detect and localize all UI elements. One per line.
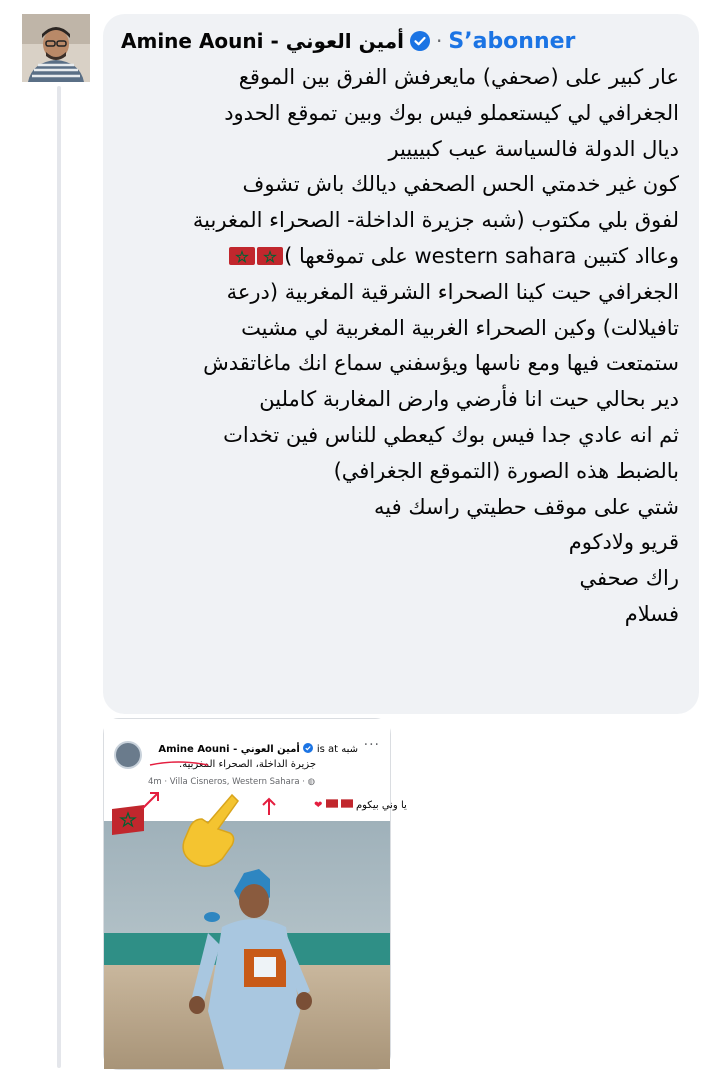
comment-line: الجغرافي حيت كينا الصحراء الشرقية المغربية (درعة	[226, 279, 679, 304]
caption-text: يا وني بيكوم	[355, 800, 407, 811]
comment-line: الجغرافي لي كيستعملو فيس بوك وبين تموقع الحدود	[224, 100, 679, 125]
comment-line: ديال الدولة فالسياسة عيب كبيييير	[388, 136, 679, 161]
separator-dot: ·	[436, 29, 443, 53]
closing-paren: )	[284, 243, 293, 268]
screenshot-is-at: is at شبه	[316, 744, 358, 755]
verified-badge-icon	[410, 31, 430, 51]
comment-line: قريو ولادكوم	[568, 530, 679, 555]
comment-line: دير بحالي حيت انا فأرضي وارض المغاربة كاملين	[259, 387, 679, 412]
comment-text	[119, 60, 679, 633]
thread-line	[57, 86, 61, 1068]
comment-line: ستمتعت فيها ومع ناسها ويؤسفني سماع انك ماغاتقدش	[203, 351, 679, 376]
more-options-icon: ···	[363, 737, 380, 753]
screenshot-author: Amine Aouni - أمين العوني	[158, 744, 300, 755]
morocco-flag-icon	[257, 247, 283, 265]
screenshot-caption	[314, 799, 407, 811]
screenshot-meta-text: 4m · Villa Cisneros, Western Sahara ·	[148, 777, 308, 787]
comment-line: راك صحفي	[579, 566, 679, 591]
subscribe-link[interactable]: S’abonner	[448, 28, 576, 54]
comment-line: شتي على موقف حطيتي راسك فيه	[374, 494, 679, 519]
screenshot-photo	[104, 821, 390, 1069]
pointing-hand-emoji	[174, 789, 240, 873]
arrow-annotation	[259, 795, 279, 817]
morocco-flag-icon	[229, 247, 255, 265]
red-underline-annotation	[148, 757, 210, 769]
comment-bubble	[103, 14, 699, 714]
arrow-annotation	[138, 789, 164, 813]
author-avatar[interactable]	[22, 14, 90, 82]
screenshot-meta	[148, 777, 315, 787]
attached-screenshot[interactable]	[103, 718, 407, 1070]
screenshot-avatar	[114, 741, 142, 769]
comment-line: تافيلالت) وكين الصحراء الغربية المغربية لي مشيت	[241, 315, 679, 340]
comment-header	[121, 26, 681, 56]
author-name[interactable]: Amine Aouni - أمين العوني	[121, 29, 405, 53]
morocco-flag-icon	[326, 799, 338, 808]
comment-line: ثم انه عادي جدا فيس بوك كيعطي للناس فين تخدات	[223, 422, 679, 447]
comment-line-with-flags	[119, 239, 679, 275]
screenshot-author-line	[158, 743, 358, 755]
comment-line: كون غير خدمتي الحس الصحفي ديالك باش تشوف	[242, 172, 679, 197]
comment-line: بالضبط هذه الصورة (التموقع الجغرافي)	[333, 458, 679, 483]
screenshot-location: جزيرة الداخلة، الصحراء المغربية.	[179, 759, 316, 770]
heart-icon: ❤	[314, 800, 323, 811]
comment-line: لفوق بلي مكتوب (شبه جزيرة الداخلة- الصحراء المغربية	[192, 208, 679, 233]
comment-line: عار كبير على (صحفي) مايعرفش الفرق بين الموقع	[238, 65, 679, 89]
verified-badge-icon	[303, 743, 313, 753]
globe-icon: ◍	[307, 777, 316, 787]
comment-line: فسلام	[624, 601, 679, 626]
morocco-flag-icon	[341, 799, 353, 808]
comment-line-text: وعااد كتبين western sahara على تموقعها	[299, 243, 679, 268]
